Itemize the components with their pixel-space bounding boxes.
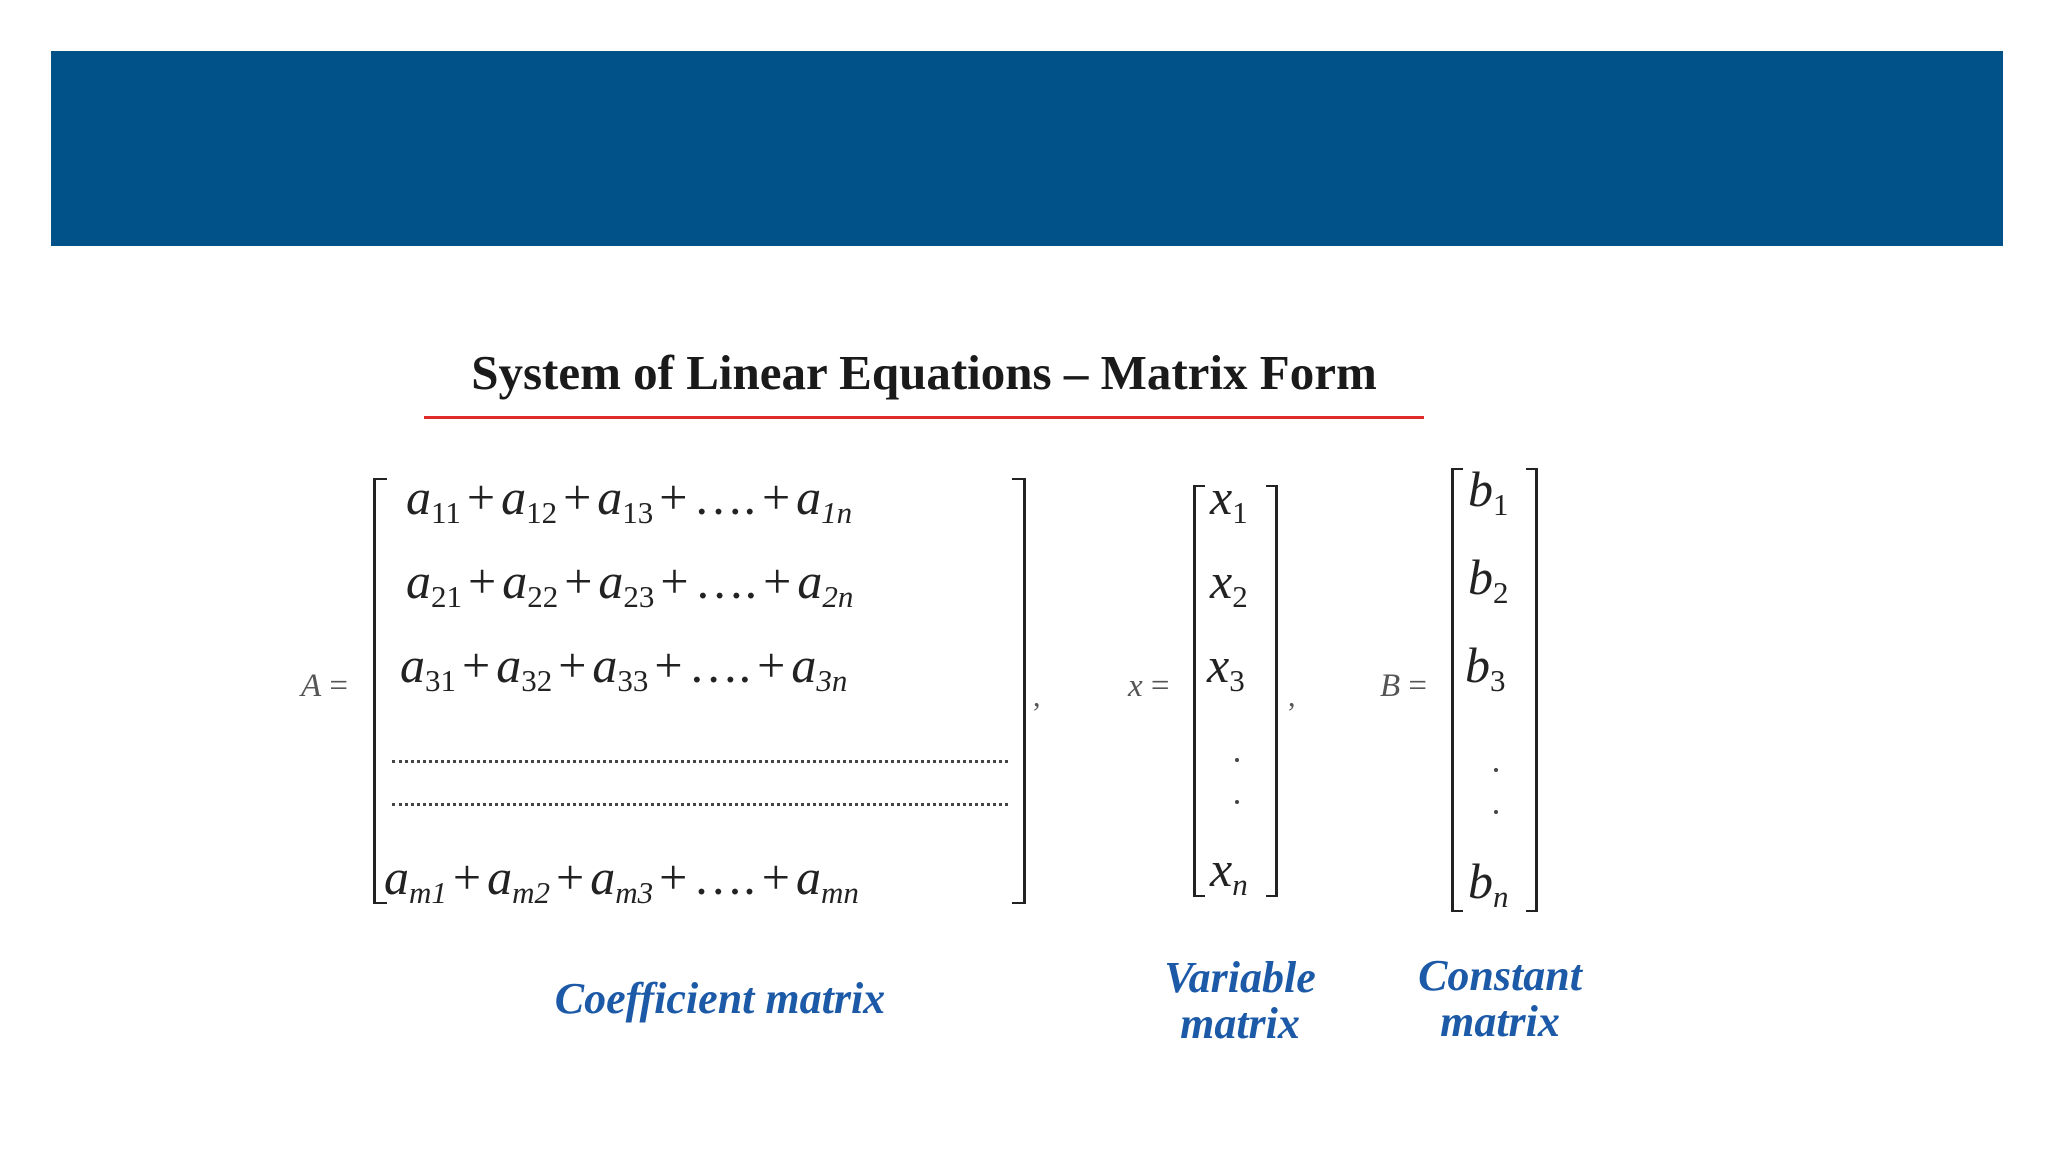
constant-entry-n: $b_n$ xyxy=(1468,853,1509,914)
coefficient-caption: Coefficient matrix xyxy=(554,974,886,1023)
constant-left-bracket xyxy=(1451,468,1463,912)
constant-entry-1: $b_1$ xyxy=(1468,461,1509,522)
coefficient-row-1: $a_{11} + a_{12} + a_{13}$ + …. + $a_{1n}$ xyxy=(406,469,853,530)
coefficient-row-3: $a_{31} + a_{32} + a_{33}$ + …. + $a_{3n}$ xyxy=(400,637,848,698)
variable-vdot-1 xyxy=(1235,758,1239,762)
constant-entry-2: $b_2$ xyxy=(1468,549,1509,610)
constant-caption xyxy=(1385,953,1615,1045)
variable-entry-1: $x_1$ xyxy=(1210,469,1248,530)
comma-after-coefficient: , xyxy=(1033,680,1041,713)
constant-caption-line-2: matrix xyxy=(1440,997,1560,1046)
variable-caption-line-2: matrix xyxy=(1180,999,1300,1048)
variable-lhs: x = xyxy=(1128,668,1170,704)
variable-entry-n: $x_n$ xyxy=(1210,841,1248,902)
coefficient-right-bracket xyxy=(1012,478,1026,904)
constant-right-bracket xyxy=(1526,468,1538,912)
variable-right-bracket xyxy=(1266,485,1278,897)
constant-lhs: B = xyxy=(1380,668,1428,704)
coefficient-lhs: A = xyxy=(301,668,349,704)
variable-caption xyxy=(1130,955,1350,1047)
coefficient-dotted-row-2 xyxy=(392,803,1008,806)
constant-vdot-1 xyxy=(1494,768,1498,772)
coefficient-dotted-row-1 xyxy=(392,760,1008,763)
coefficient-row-2: $a_{21} + a_{22} + a_{23}$ + …. + $a_{2n}$ xyxy=(406,553,854,614)
variable-entry-2: $x_2$ xyxy=(1210,553,1248,614)
variable-caption-line-1: Variable xyxy=(1164,953,1316,1002)
constant-caption-line-1: Constant xyxy=(1418,951,1582,1000)
slide-title: System of Linear Equations – Matrix Form xyxy=(471,345,1377,400)
variable-entry-3: $x_3$ xyxy=(1207,637,1245,698)
title-underline xyxy=(424,416,1424,419)
variable-vdot-2 xyxy=(1235,800,1239,804)
coefficient-left-bracket xyxy=(373,478,387,904)
coefficient-row-m: $a_{m1} + a_{m2} + a_{m3}$ + …. + $a_{mn}$ xyxy=(384,849,859,910)
variable-left-bracket xyxy=(1193,485,1205,897)
header-banner xyxy=(51,51,2003,246)
constant-vdot-2 xyxy=(1494,810,1498,814)
comma-after-variable: , xyxy=(1288,680,1296,713)
constant-entry-3: $b_3$ xyxy=(1465,637,1506,698)
